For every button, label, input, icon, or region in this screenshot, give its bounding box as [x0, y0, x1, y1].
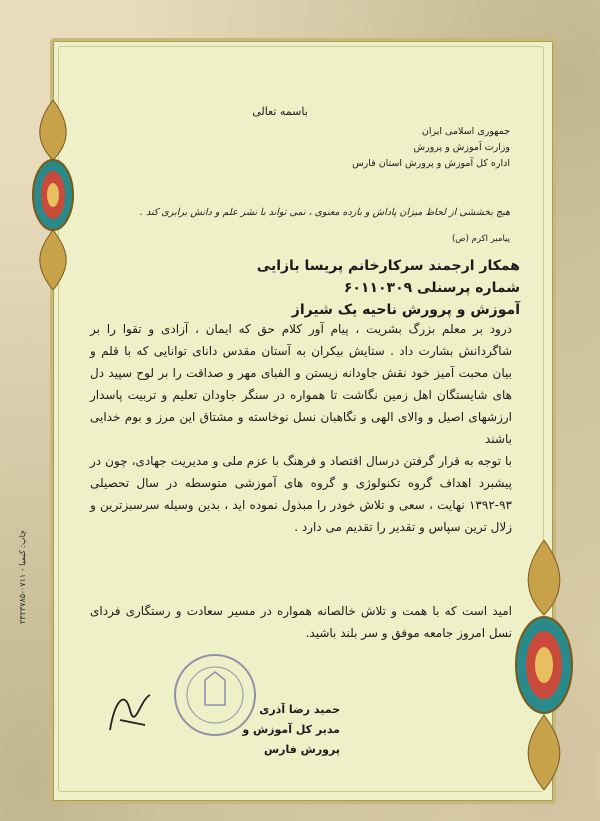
recipient-block — [200, 255, 520, 321]
heading: باسمه تعالی — [252, 105, 308, 118]
issuer-line: اداره کل آموزش و پرورش استان فارس — [352, 158, 510, 169]
printer-imprint: چاپ: کیمیا - ۰۷۱۱-۲۳۲۳۷۸۵ — [18, 530, 27, 624]
letter-body — [90, 318, 512, 538]
quote-text: هیچ بخششی از لحاظ میزان پاداش و بازده معنوی ، نمی تواند با نشر علم و دانش برابری کند . — [139, 207, 510, 218]
signature-icon — [100, 680, 160, 740]
body-paragraph: درود بر معلم بزرگ بشریت ، پیام آور کلام حق که ایمان ، آزادی و تقوا را بر شاگردانش بشارت داد . ستایش بیکران به آستان مقدس دانای توانایی که با قلم و بیان محبت آمیز خود نقش جاودانه زیستن و الفبای مهر و صداقت را بر لوح سپید دل های شایستگان اهل زمین نگاشت تا همواره در سنگر جاودان تعلیم و تربیت پاسدار ارزشهای اصیل و والای الهی و نگاهبان نسل نوخاسته و مشتاق این مرز و بوم خدایی باشند — [90, 322, 512, 446]
closing-paragraph: امید است که با همت و تلاش خالصانه همواره در مسیر سعادت و رستگاری فردای نسل امروز جامعه موفق و سر بلند باشید. — [90, 604, 512, 640]
left-ornament-icon — [28, 100, 78, 290]
signatory-title: مدیر کل آموزش و پرورش فارس — [242, 723, 340, 756]
personnel-number: شماره پرسنلی ۶۰۱۱۰۳۰۹ — [343, 280, 520, 296]
issuer-block — [330, 124, 510, 172]
issuer-line: جمهوری اسلامی ایران — [421, 126, 510, 137]
quote-source: پیامبر اکرم (ص) — [451, 234, 510, 244]
right-ornament-icon — [512, 540, 576, 790]
body-paragraph: با توجه به قرار گرفتن درسال اقتصاد و فرهنگ با عزم ملی و مدیریت جهادی، چون در پیشبرد اهداف گروه تکنولوژی و گروه های آموزشی متوسطه در سال تحصیلی ۹۳-۱۳۹۲ نهایت ، سعی و تلاش خودر را مبذول نموده اید ، بدین وسیله سرسبزترین و زلال ترین سپاس و تقدیر را تقدیم می دارد . — [90, 454, 512, 534]
signatory-block — [200, 700, 340, 760]
recipient-name: همکار ارجمند سرکارخانم پریسا بازایی — [256, 258, 520, 274]
issuer-line: وزارت آموزش و پرورش — [413, 142, 510, 153]
signatory-name: حمید رضا آذری — [259, 703, 340, 716]
recipient-unit: آموزش و پرورش ناحیه یک شیراز — [291, 302, 520, 318]
